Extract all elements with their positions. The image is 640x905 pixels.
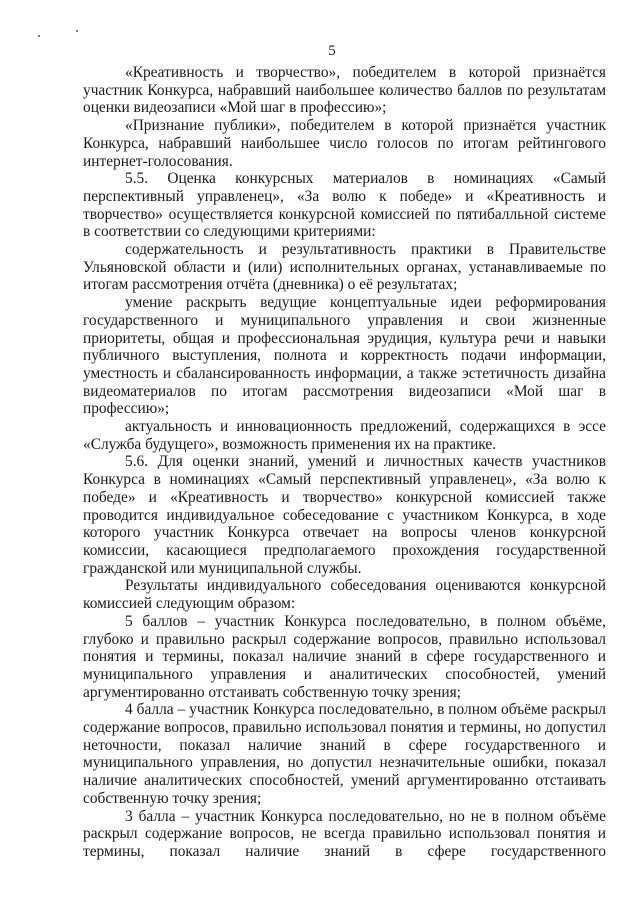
paragraph: умение раскрыть ведущие концептуальные идеи реформирования государственного и муниципального управления и свои жизненные приоритеты, общая и профессиональная эрудиция, культура речи и навыки публичного выступления, полнота и корректность подачи информации, уместность и сбалансированность информации, а также эстетичность дизайна видеоматериалов по итогам рассмотрения видеозаписи «Мой шаг в профессию»; xyxy=(83,294,606,418)
page-number: 5 xyxy=(328,43,336,59)
paragraph: 5.5. Оценка конкурсных материалов в номинациях «Самый перспективный управленец», «За волю к победе» и «Креативность и творчество» осуществляется конкурсной комиссией по пятибалльной системе в соответствии со следующими критериями: xyxy=(83,170,606,241)
scan-speck xyxy=(76,30,78,32)
paragraph: «Креативность и творчество», победителем в которой признаётся участник Конкурса, набравший наибольшее количество баллов по результатам оценки видеозаписи «Мой шаг в профессию»; xyxy=(83,64,606,117)
paragraph: содержательность и результативность практики в Правительстве Ульяновской области и (или) исполнительных органах, устанавливаемые по итогам рассмотрения отчёта (дневника) о её результатах; xyxy=(83,241,606,294)
paragraph: 3 балла – участник Конкурса последовательно, но не в полном объёме раскрыл содержание вопросов, не всегда правильно использовал понятия и термины, показал наличие знаний в сфере государственного xyxy=(83,807,606,860)
paragraph: 5 баллов – участник Конкурса последовательно, в полном объёме, глубоко и правильно раскрыл содержание вопросов, правильно использовал понятия и термины, показал наличие знаний в сфере государственного и муниципального управления и аналитических способностей, умений аргументированно отстаивать собственную точку зрения; xyxy=(83,612,606,701)
document-body xyxy=(83,64,606,861)
paragraph: 5.6. Для оценки знаний, умений и личностных качеств участников Конкурса в номинациях «Самый перспективный управленец», «За волю к победе» и «Креативность и творчество» конкурсной комиссией также проводится индивидуальное собеседование с участником Конкурса, в ходе которого участник Конкурса отвечает на вопросы членов конкурсной комиссии, касающиеся предполагаемого прохождения государственной гражданской или муниципальной службы. xyxy=(83,453,606,577)
paragraph: Результаты индивидуального собеседования оцениваются конкурсной комиссией следующим образом: xyxy=(83,577,606,613)
paragraph: «Признание публики», победителем в которой признаётся участник Конкурса, набравший наибольшее число голосов по итогам рейтингового интернет-голосования. xyxy=(83,117,606,170)
paragraph: актуальность и инновационность предложений, содержащихся в эссе «Служба будущего», возможность применения их на практике. xyxy=(83,418,606,453)
paragraph: 4 балла – участник Конкурса последовательно, в полном объёме раскрыл содержание вопросов, правильно использовал понятия и термины, но допустил неточности, показал наличие знаний в сфере государственного и муниципального управления, но допустил незначительные ошибки, показал наличие аналитических способностей, умений аргументированно отстаивать собственную точку зрения; xyxy=(83,701,606,807)
scan-speck xyxy=(38,35,40,37)
